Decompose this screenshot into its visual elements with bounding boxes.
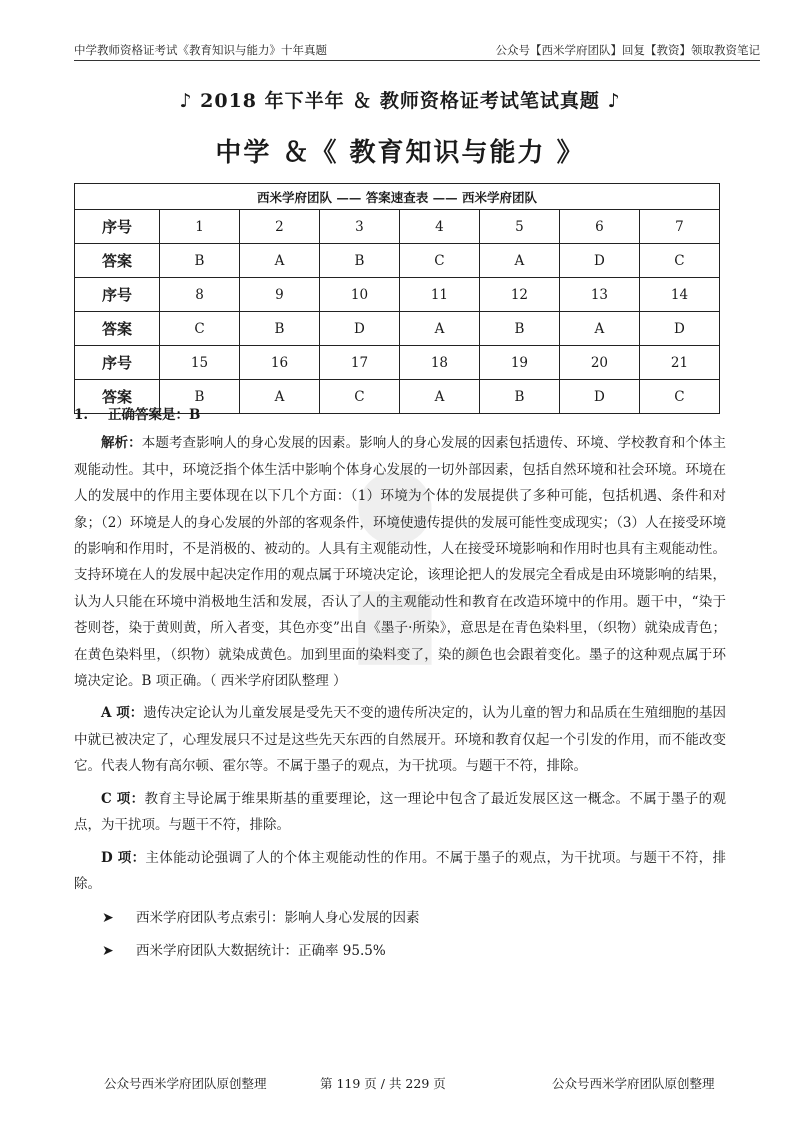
table-cell: 8 — [160, 278, 240, 312]
arrow-bullet-icon: ➤ — [102, 910, 114, 927]
option-label: C 项： — [101, 790, 145, 807]
question-content — [74, 402, 726, 970]
header-right-text: 公众号【西米学府团队】回复【教资】领取教资笔记 — [495, 43, 760, 57]
option-text: 教育主导论属于维果斯基的重要理论，这一理论中包含了最近发展区这一概念。不属于墨子的观点，为干扰项。与题干不符，排除。 — [74, 790, 727, 834]
row-label: 答案 — [75, 244, 160, 278]
exam-title: ♪ 2018 年下半年 ＆ 教师资格证考试笔试真题 ♪ — [179, 90, 621, 112]
table-cell: C — [639, 380, 719, 414]
subject-title: 中学 ＆《 教育知识与能力 》 — [215, 138, 585, 168]
table-cell: 13 — [559, 278, 639, 312]
row-label: 序号 — [75, 210, 160, 244]
option-a-paragraph — [74, 700, 726, 779]
option-label: A 项： — [101, 705, 144, 722]
table-row — [75, 210, 720, 244]
table-cell: 7 — [639, 210, 719, 244]
question-answer-line — [74, 402, 726, 428]
table-row — [75, 312, 720, 346]
key-points-list — [74, 905, 726, 964]
table-cell: 3 — [319, 210, 399, 244]
table-cell: 1 — [160, 210, 240, 244]
table-cell: B — [319, 244, 399, 278]
correct-answer: 正确答案是：B — [108, 407, 201, 423]
page-footer — [0, 1074, 800, 1094]
row-label: 序号 — [75, 346, 160, 380]
table-cell: C — [160, 312, 240, 346]
answer-table-caption: 西米学府团队 —— 答案速查表 —— 西米学府团队 — [75, 184, 720, 210]
table-cell: B — [479, 312, 559, 346]
footer-right-text: 公众号西米学府团队原创整理 — [552, 1076, 715, 1091]
option-c-paragraph — [74, 786, 726, 839]
analysis-paragraph — [74, 430, 726, 694]
table-cell: 16 — [239, 346, 319, 380]
table-cell: 17 — [319, 346, 399, 380]
row-label: 答案 — [75, 380, 160, 414]
table-cell: A — [239, 380, 319, 414]
key-point-text: 西米学府团队大数据统计：正确率 95.5% — [136, 942, 386, 959]
answer-table — [74, 183, 720, 414]
question-number: 1. — [74, 407, 89, 423]
table-cell: A — [239, 244, 319, 278]
table-cell: D — [639, 312, 719, 346]
row-label: 答案 — [75, 312, 160, 346]
table-cell: A — [479, 244, 559, 278]
table-cell: B — [160, 380, 240, 414]
table-row — [75, 244, 720, 278]
table-cell: 5 — [479, 210, 559, 244]
table-cell: 6 — [559, 210, 639, 244]
table-cell: 14 — [639, 278, 719, 312]
option-d-paragraph — [74, 845, 726, 898]
key-point-text: 西米学府团队考点索引：影响人身心发展的因素 — [136, 910, 420, 927]
table-cell: C — [319, 380, 399, 414]
table-cell: B — [160, 244, 240, 278]
watermark-logo: ● ■ — [349, 444, 441, 676]
table-cell: A — [399, 312, 479, 346]
table-cell: 18 — [399, 346, 479, 380]
list-item — [74, 905, 726, 931]
footer-left-text: 公众号西米学府团队原创整理 — [104, 1076, 267, 1091]
table-cell: 4 — [399, 210, 479, 244]
table-row — [75, 346, 720, 380]
analysis-label: 解析： — [101, 435, 142, 452]
table-cell: 10 — [319, 278, 399, 312]
table-cell: 12 — [479, 278, 559, 312]
option-label: D 项： — [101, 849, 146, 866]
option-text: 主体能动论强调了人的个体主观能动性的作用。不属于墨子的观点，为干扰项。与题干不符，排除。 — [74, 849, 726, 892]
page-header — [74, 38, 760, 61]
table-cell: 15 — [160, 346, 240, 380]
table-cell: C — [399, 244, 479, 278]
table-cell: A — [399, 380, 479, 414]
table-cell: D — [559, 244, 639, 278]
page-number: 第 119 页 / 共 229 页 — [320, 1076, 446, 1091]
list-item — [74, 938, 726, 964]
table-cell: B — [479, 380, 559, 414]
table-cell: D — [559, 380, 639, 414]
option-text: 遗传决定论认为儿童发展是受先天不变的遗传所决定的，认为儿童的智力和品质在生殖细胞的基因中就已被决定了，心理发展只不过是这些先天东西的自然展开。环境和教育仅起一个引发的作用，而不能改变它。代表人物有高尔顿、霍尔等。不属于墨子的观点，为干扰项。与题干不符，排除。 — [74, 705, 727, 775]
table-cell: A — [559, 312, 639, 346]
row-label: 序号 — [75, 278, 160, 312]
table-cell: B — [239, 312, 319, 346]
table-cell: C — [639, 244, 719, 278]
table-cell: D — [319, 312, 399, 346]
table-cell: 20 — [559, 346, 639, 380]
header-left-text: 中学教师资格证考试《教育知识与能力》十年真题 — [74, 43, 327, 57]
table-cell: 11 — [399, 278, 479, 312]
table-cell: 9 — [239, 278, 319, 312]
table-cell: 2 — [239, 210, 319, 244]
table-row — [75, 278, 720, 312]
table-cell: 21 — [639, 346, 719, 380]
arrow-bullet-icon: ➤ — [102, 942, 114, 959]
analysis-text: 本题考查影响人的身心发展的因素。影响人的身心发展的因素包括遗传、环境、学校教育和个体主观能动性。其中，环境泛指个体生活中影响个体身心发展的一切外部因素，包括自然环境和社会环境。环境在人的发展中的作用主要体现在以下几个方面：（1）环境为个体的发展提供了多种可能，包括机遇、条件和对象；（2）环境是人的身心发展的外部的客观条件，环境使遗传提供的发展可能性变成现实；（3）人在接受环境的影响和作用时，不是消极的、被动的。人具有主观能动性，人在接受环境影响和作用时也具有主观能动性。支持环境在人的发展中起决定作用的观点属于环境决定论，该理论把人的发展完全看成是由环境影响的结果，认为人只能在环境中消极地生活和发展，否认了人的主观能动性和教育在改造环境中的作用。题干中，“染于苍则苍，染于黄则黄，所入者变，其色亦变”出自《墨子·所染》，意思是在青色染料里，（织物）就染成青色；在黄色染料里，（织物）就染成黄色。加到里面的染料变了，染的颜色也会跟着变化。墨子的这种观点属于环境决定论。B 项正确。（ 西米学府团队整理 ） — [74, 435, 727, 690]
table-cell: 19 — [479, 346, 559, 380]
